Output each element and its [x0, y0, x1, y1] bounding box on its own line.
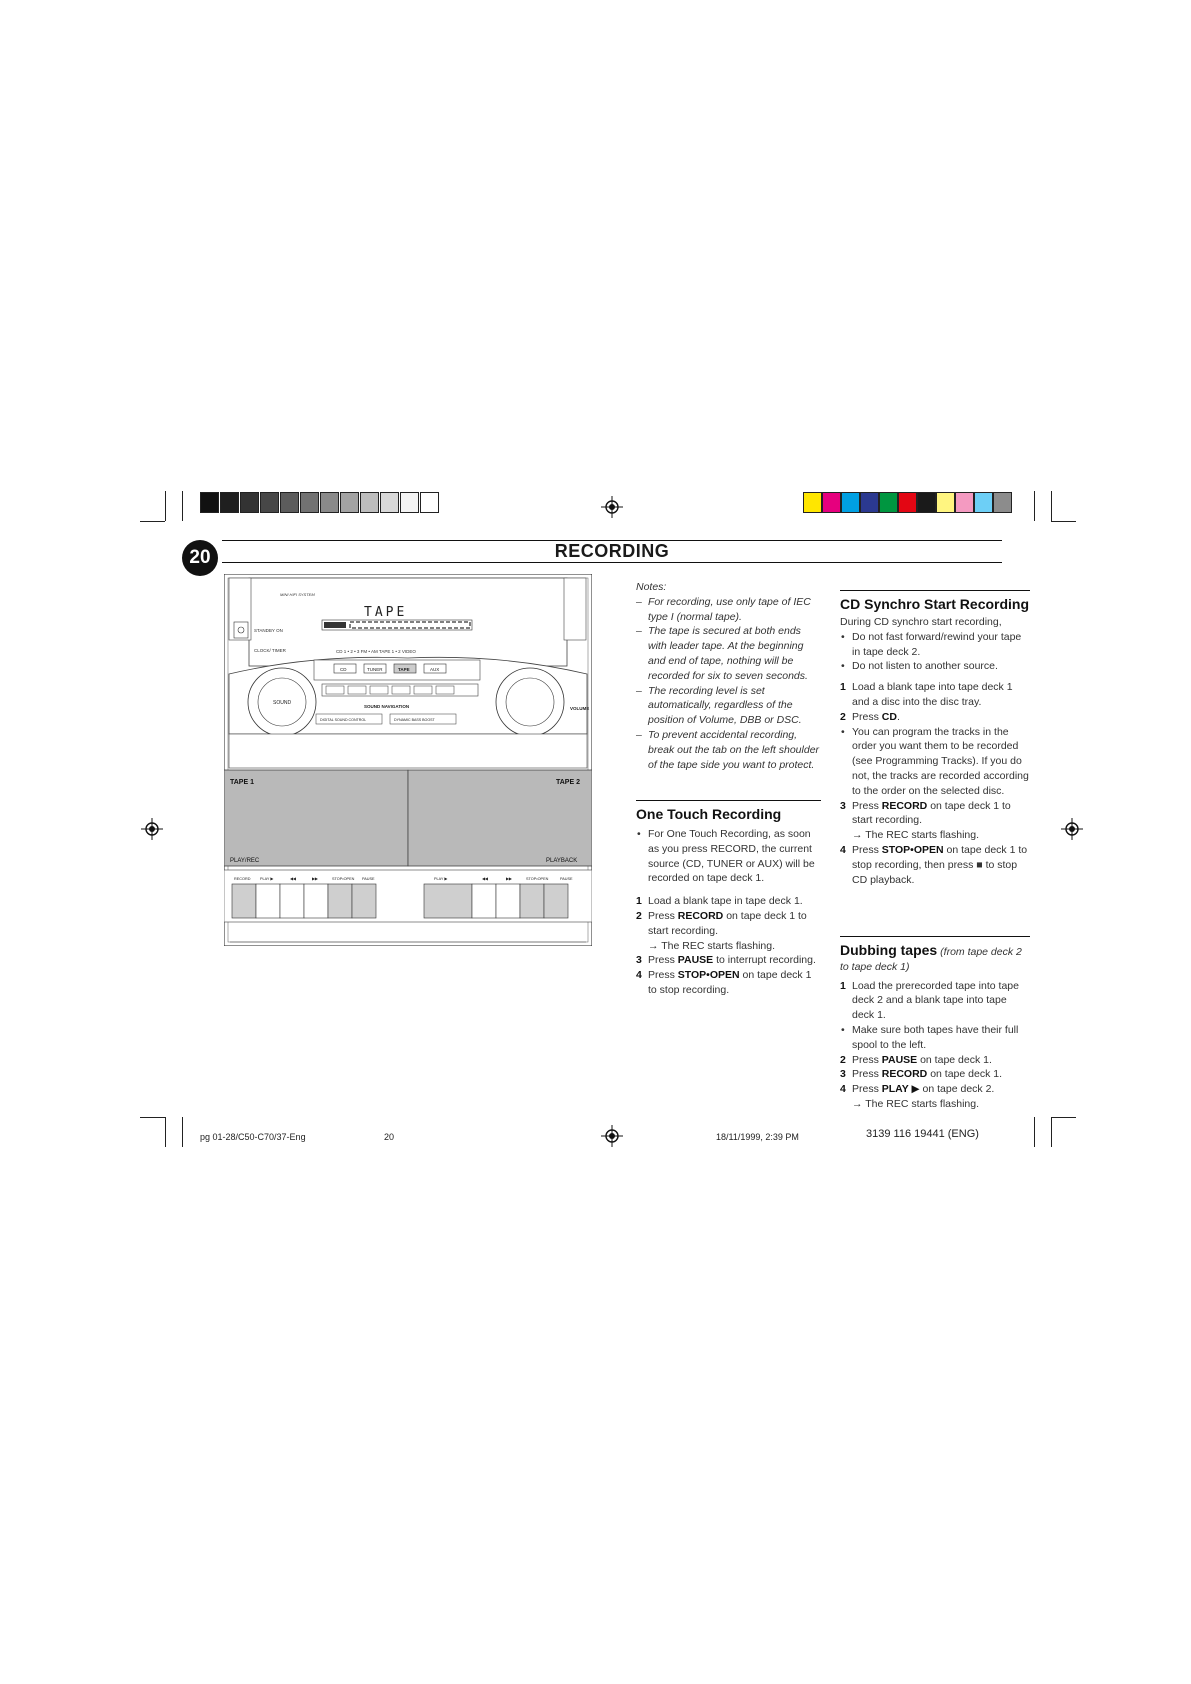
gray-swatch	[320, 492, 339, 513]
note-item: – The recording level is set automatically, regardless of the position of Volume, DBB or DSC.	[636, 684, 821, 728]
source-button-tape: TAPE	[398, 667, 410, 672]
step-item: 3 Press RECORD on tape deck 1.	[840, 1068, 1003, 1081]
color-swatch	[860, 492, 879, 513]
step-note: → The REC starts flashing.	[852, 829, 980, 842]
section-title: CD Synchro Start Recording	[840, 596, 1030, 612]
step-note: → The REC starts flashing.	[648, 939, 776, 952]
standby-label: STANDBY ON	[254, 628, 283, 633]
hifi-system-illustration	[224, 574, 592, 946]
gray-swatch	[200, 492, 219, 513]
svg-text:PAUSE: PAUSE	[362, 877, 375, 881]
notes-column	[636, 580, 821, 772]
dsc-label: DIGITAL SOUND CONTROL	[320, 718, 367, 722]
color-swatch	[898, 492, 917, 513]
section-subtitle: (from tape deck 2 to tape deck 1)	[840, 946, 1022, 973]
color-swatch	[993, 492, 1012, 513]
note-item: – The tape is secured at both ends with leader tape. At the beginning and end of tape, nothing will be recorded for six to seven seconds.	[636, 624, 821, 683]
step-item: 3 Press RECORD on tape deck 1 to start recording.	[840, 799, 1011, 827]
step-item: 1 Load a blank tape in tape deck 1.	[636, 895, 803, 908]
step-item: 4 Press STOP•OPEN on tape deck 1 to stop recording, then press ■ to stop CD playback.	[840, 843, 1028, 886]
one-touch-section	[636, 800, 821, 998]
registration-mark-icon	[601, 496, 623, 518]
footer-date: 18/11/1999, 2:39 PM	[716, 1132, 799, 1142]
gray-swatch	[340, 492, 359, 513]
volume-label: VOLUME	[570, 706, 590, 711]
page-number-badge: 20	[182, 540, 218, 576]
list-item: • You can program the tracks in the order you want them to be recorded (see Programming Tracks). If you do not, the tracks are recorded according to the order on the selected disc.	[840, 725, 1030, 799]
svg-text:PAUSE: PAUSE	[560, 877, 573, 881]
svg-text:▶▶: ▶▶	[312, 877, 318, 881]
color-swatch	[822, 492, 841, 513]
registration-mark-icon	[601, 1125, 623, 1147]
title-rule	[222, 562, 1002, 563]
svg-text:PLAY ▶: PLAY ▶	[434, 877, 448, 881]
section-title: One Touch Recording	[636, 806, 782, 822]
step-item: 3 Press PAUSE to interrupt recording.	[636, 954, 816, 967]
svg-text:STOP•OPEN: STOP•OPEN	[332, 877, 355, 881]
section-rule	[636, 800, 821, 801]
cd-synchro-section	[840, 590, 1030, 887]
list-item: • Do not listen to another source.	[840, 659, 1030, 674]
section-title: Dubbing tapes (from tape deck 2 to tape deck 1)	[840, 942, 1022, 973]
section-rule	[840, 936, 1030, 937]
step-item: 2 Press RECORD on tape deck 1 to start recording.	[636, 909, 807, 937]
step-item: 4 Press STOP•OPEN on tape deck 1 to stop recording.	[636, 969, 812, 996]
notes-title: Notes:	[636, 581, 667, 593]
gray-swatch	[260, 492, 279, 513]
color-swatch	[879, 492, 898, 513]
gray-swatch	[300, 492, 319, 513]
color-swatch	[841, 492, 860, 513]
svg-text:◀◀: ◀◀	[290, 877, 296, 881]
note-item: – For recording, use only tape of IEC type I (normal tape).	[636, 595, 821, 625]
color-swatch	[955, 492, 974, 513]
page-title: RECORDING	[554, 541, 670, 561]
section-rule	[840, 590, 1030, 591]
source-button-tuner: TUNER	[367, 667, 383, 672]
registration-mark-icon	[1061, 818, 1083, 840]
dbb-label: DYNAMIC BASS BOOST	[394, 718, 435, 722]
list-item: • Make sure both tapes have their full spool to the left.	[840, 1023, 1030, 1053]
brand-line: MINI HIFI SYSTEM	[280, 592, 315, 597]
display-text: TAPE	[364, 605, 408, 620]
gray-swatch	[400, 492, 419, 513]
svg-text:PLAY ▶: PLAY ▶	[260, 877, 274, 881]
svg-text:▶▶: ▶▶	[506, 877, 512, 881]
source-button-aux: AUX	[430, 667, 440, 672]
footer-code: 3139 116 19441 (ENG)	[866, 1128, 979, 1140]
gray-swatch	[240, 492, 259, 513]
color-swatch	[803, 492, 822, 513]
svg-text:RECORD: RECORD	[234, 877, 251, 881]
nav-label: SOUND NAVIGATION	[364, 704, 410, 709]
playback-label: PLAYBACK	[546, 858, 578, 864]
gray-swatch	[380, 492, 399, 513]
svg-text:STOP•OPEN: STOP•OPEN	[526, 877, 549, 881]
gray-swatch	[220, 492, 239, 513]
step-item: 4 Press PLAY ▶ on tape deck 2.	[840, 1083, 995, 1096]
step-item: 2 Press CD.	[840, 710, 900, 723]
note-item: – To prevent accidental recording, break out the tab on the left shoulder of the tape side you want to protect.	[636, 728, 821, 772]
tape2-label: TAPE 2	[556, 779, 580, 786]
playrec-label: PLAY/REC	[230, 858, 260, 864]
color-swatch	[917, 492, 936, 513]
deck1-keys	[232, 884, 376, 918]
step-note: → The REC starts flashing.	[852, 1097, 980, 1110]
svg-text:◀◀: ◀◀	[482, 877, 488, 881]
footer-file: pg 01-28/C50-C70/37-Eng	[200, 1132, 306, 1142]
step-item: 1 Load a blank tape into tape deck 1 and a disc into the disc tray.	[840, 681, 1013, 708]
step-item: 2 Press PAUSE on tape deck 1.	[840, 1053, 992, 1066]
gray-swatch	[360, 492, 379, 513]
gray-swatch	[420, 492, 439, 513]
gray-swatch	[280, 492, 299, 513]
dubbing-section	[840, 936, 1030, 1112]
registration-mark-icon	[141, 818, 163, 840]
step-item: 1 Load the prerecorded tape into tape deck 2 and a blank tape into tape deck 1.	[840, 979, 1019, 1022]
clock-label: CLOCK/ TIMER	[254, 648, 286, 653]
color-swatch	[936, 492, 955, 513]
list-item: • For One Touch Recording, as soon as you press RECORD, the current source (CD, TUNER or AUX) will be recorded on tape deck 1.	[636, 827, 821, 886]
list-item: • Do not fast forward/rewind your tape in tape deck 2.	[840, 630, 1030, 660]
deck2-keys	[424, 884, 568, 918]
footer-page: 20	[384, 1132, 395, 1142]
tape1-label: TAPE 1	[230, 779, 254, 786]
sound-label: SOUND	[273, 700, 292, 706]
source-strip: CD 1 • 2 • 3 FM • AM TAPE 1 • 2 VIDEO	[336, 649, 416, 654]
section-intro: During CD synchro start recording,	[840, 616, 1002, 628]
source-button-cd: CD	[340, 667, 347, 672]
color-swatch	[974, 492, 993, 513]
